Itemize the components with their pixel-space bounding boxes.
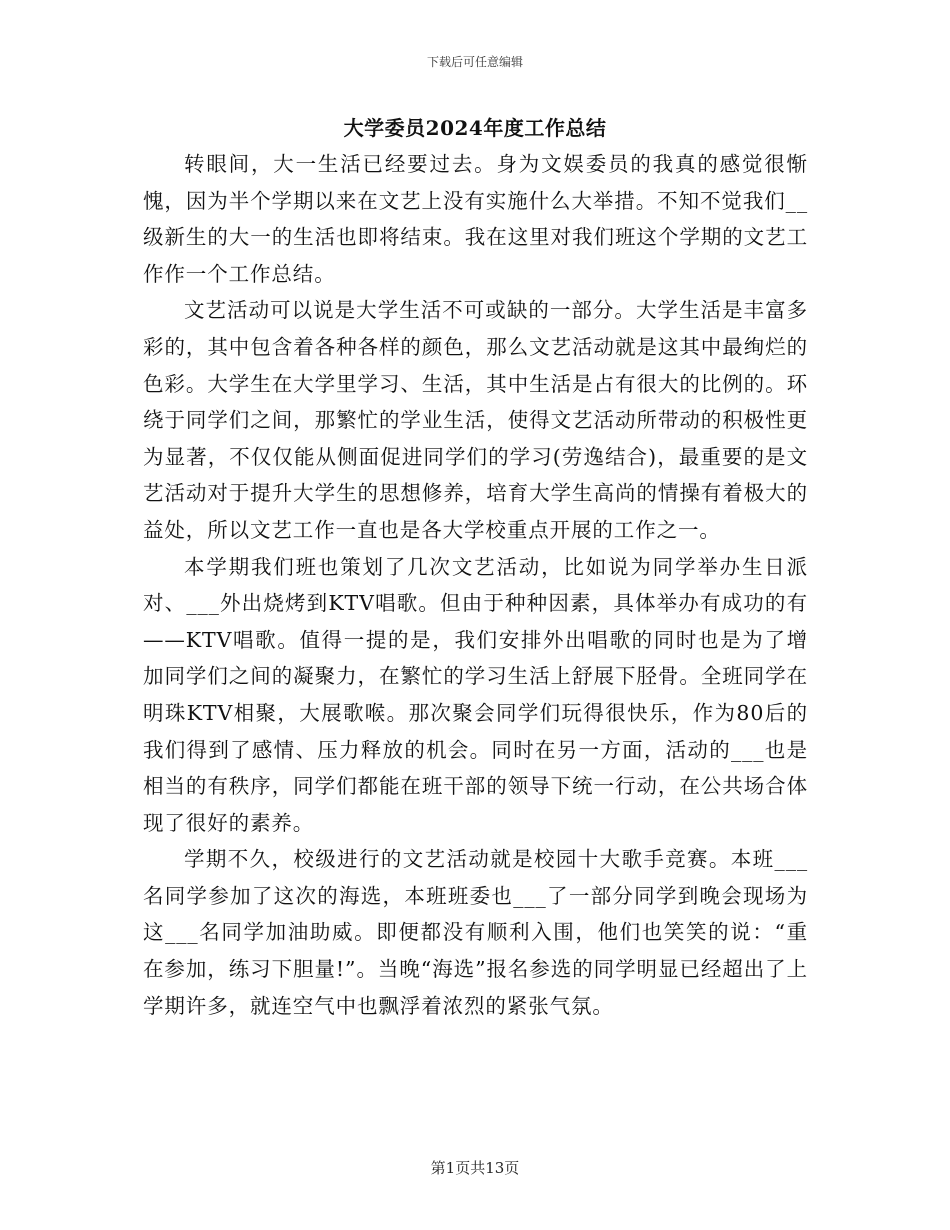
- document-body: [143, 146, 808, 1024]
- header-note: 下载后可任意编辑: [426, 55, 523, 69]
- page-number-footer: 第1页共13页: [430, 1159, 520, 1177]
- document-title: 大学委员2024年度工作总结: [343, 116, 607, 140]
- paragraph-2: 文艺活动可以说是大学生活不可或缺的一部分。大学生活是丰富多彩的，其中包含着各种各样的颜色，那么文艺活动就是这其中最绚烂的色彩。大学生在大学里学习、生活，其中生活是占有很大的比例的。环绕于同学们之间，那繁忙的学业生活，使得文艺活动所带动的积极性更为显著，不仅仅能从侧面促进同学们的学习(劳逸结合)，最重要的是文艺活动对于提升大学生的思想修养，培育大学生高尚的情操有着极大的益处，所以文艺工作一直也是各大学校重点开展的工作之一。: [143, 298, 808, 542]
- paragraph-4: 学期不久，校级进行的文艺活动就是校园十大歌手竞赛。本班___名同学参加了这次的海选，本班班委也___了一部分同学到晚会现场为这___名同学加油助威。即便都没有顺利入围，他们也笑笑的说：“重在参加，练习下胆量!”。当晚“海选”报名参选的同学明显已经超出了上学期许多，就连空气中也飘浮着浓烈的紧张气氛。: [143, 847, 808, 1018]
- paragraph-1: 转眼间，大一生活已经要过去。身为文娱委员的我真的感觉很惭愧，因为半个学期以来在文艺上没有实施什么大举措。不知不觉我们__级新生的大一的生活也即将结束。我在这里对我们班这个学期的文艺工作作一个工作总结。: [143, 152, 808, 286]
- paragraph-3: 本学期我们班也策划了几次文艺活动，比如说为同学举办生日派对、___外出烧烤到KTV唱歌。但由于种种因素，具体举办有成功的有——KTV唱歌。值得一提的是，我们安排外出唱歌的同时也是为了增加同学们之间的凝聚力，在繁忙的学习生活上舒展下胫骨。全班同学在明珠KTV相聚，大展歌喉。那次聚会同学们玩得很快乐，作为80后的我们得到了感情、压力释放的机会。同时在另一方面，活动的___也是相当的有秩序，同学们都能在班干部的领导下统一行动，在公共场合体现了很好的素养。: [143, 554, 808, 835]
